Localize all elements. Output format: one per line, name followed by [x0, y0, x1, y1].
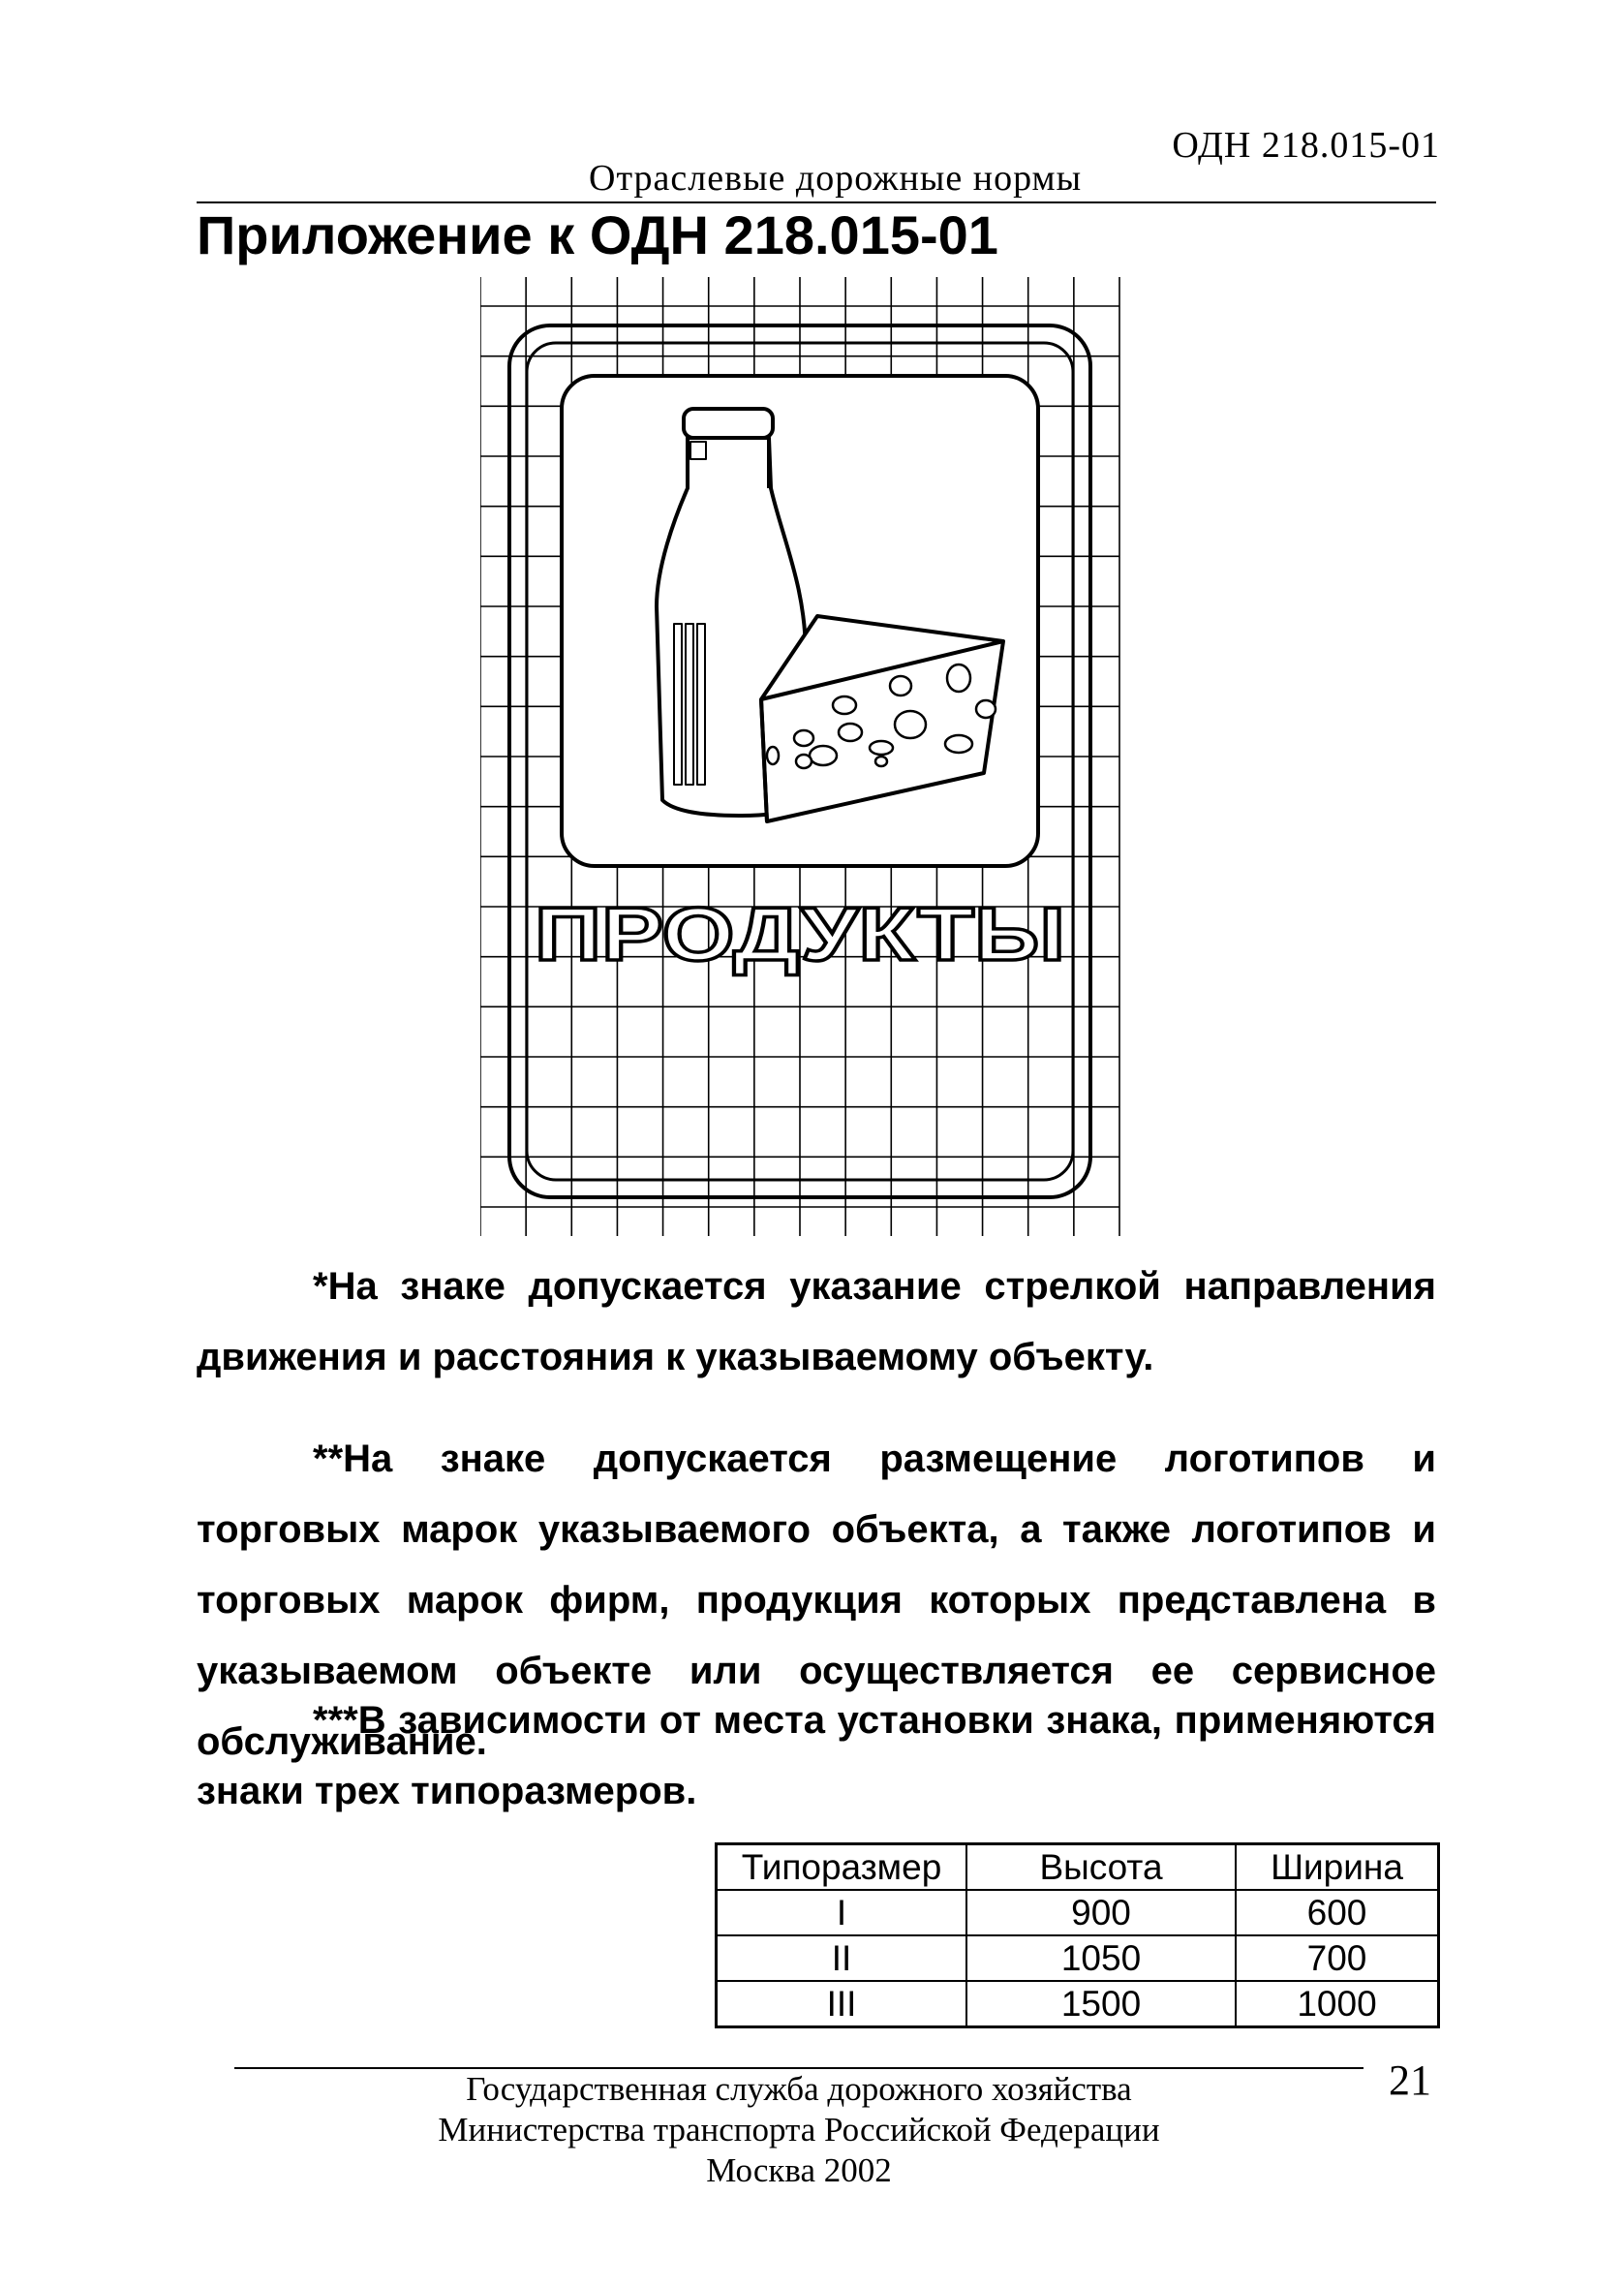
table-cell: 600: [1236, 1890, 1439, 1935]
table-cell: 700: [1236, 1935, 1439, 1981]
note-size-types: [197, 1685, 1436, 1827]
sign-label: ПРОДУКТЫ: [535, 891, 1065, 976]
note-text: *На знаке допускается указание стрелкой направления движения и расстояния к указываемому объекту.: [197, 1265, 1436, 1378]
table-cell: 1050: [966, 1935, 1236, 1981]
road-sign-figure: [480, 277, 1168, 1236]
table-cell: 900: [966, 1890, 1236, 1935]
table-row: [717, 1935, 1439, 1981]
footer-line: Государственная служба дорожного хозяйства: [466, 2070, 1132, 2108]
size-table: [715, 1842, 1440, 2028]
note-text: **На знаке допускается размещение логотипов и торговых марок указываемого объекта, а также логотипов и торговых марок фирм, продукция которых представлена в указываемом объекте или осуществляется ее сервисное обслуживание.: [197, 1438, 1436, 1763]
table-cell: 1500: [966, 1981, 1236, 2027]
table-cell: III: [717, 1981, 967, 2027]
column-header: Высота: [966, 1844, 1236, 1891]
column-header: Типоразмер: [717, 1844, 967, 1891]
column-header: Ширина: [1236, 1844, 1439, 1891]
note-direction-arrow: [197, 1252, 1436, 1393]
table-row: [717, 1890, 1439, 1935]
table-cell: 1000: [1236, 1981, 1439, 2027]
footer-line: Министерства транспорта Российской Федерации: [438, 2111, 1160, 2149]
document-subtitle: Отраслевые дорожные нормы: [589, 158, 1083, 199]
page-title: Приложение к ОДН 218.015-01: [197, 204, 998, 265]
table-row: [717, 1981, 1439, 2027]
note-text: ***В зависимости от места установки знака, применяются знаки трех типоразмеров.: [197, 1699, 1436, 1812]
footer-line: Москва 2002: [706, 2151, 892, 2189]
table-header-row: [717, 1844, 1439, 1891]
table-cell: II: [717, 1935, 967, 1981]
table-cell: I: [717, 1890, 967, 1935]
publisher-footer: [234, 2069, 1364, 2191]
page-number: 21: [1389, 2056, 1431, 2104]
document-code: ОДН 218.015-01: [1172, 125, 1440, 166]
